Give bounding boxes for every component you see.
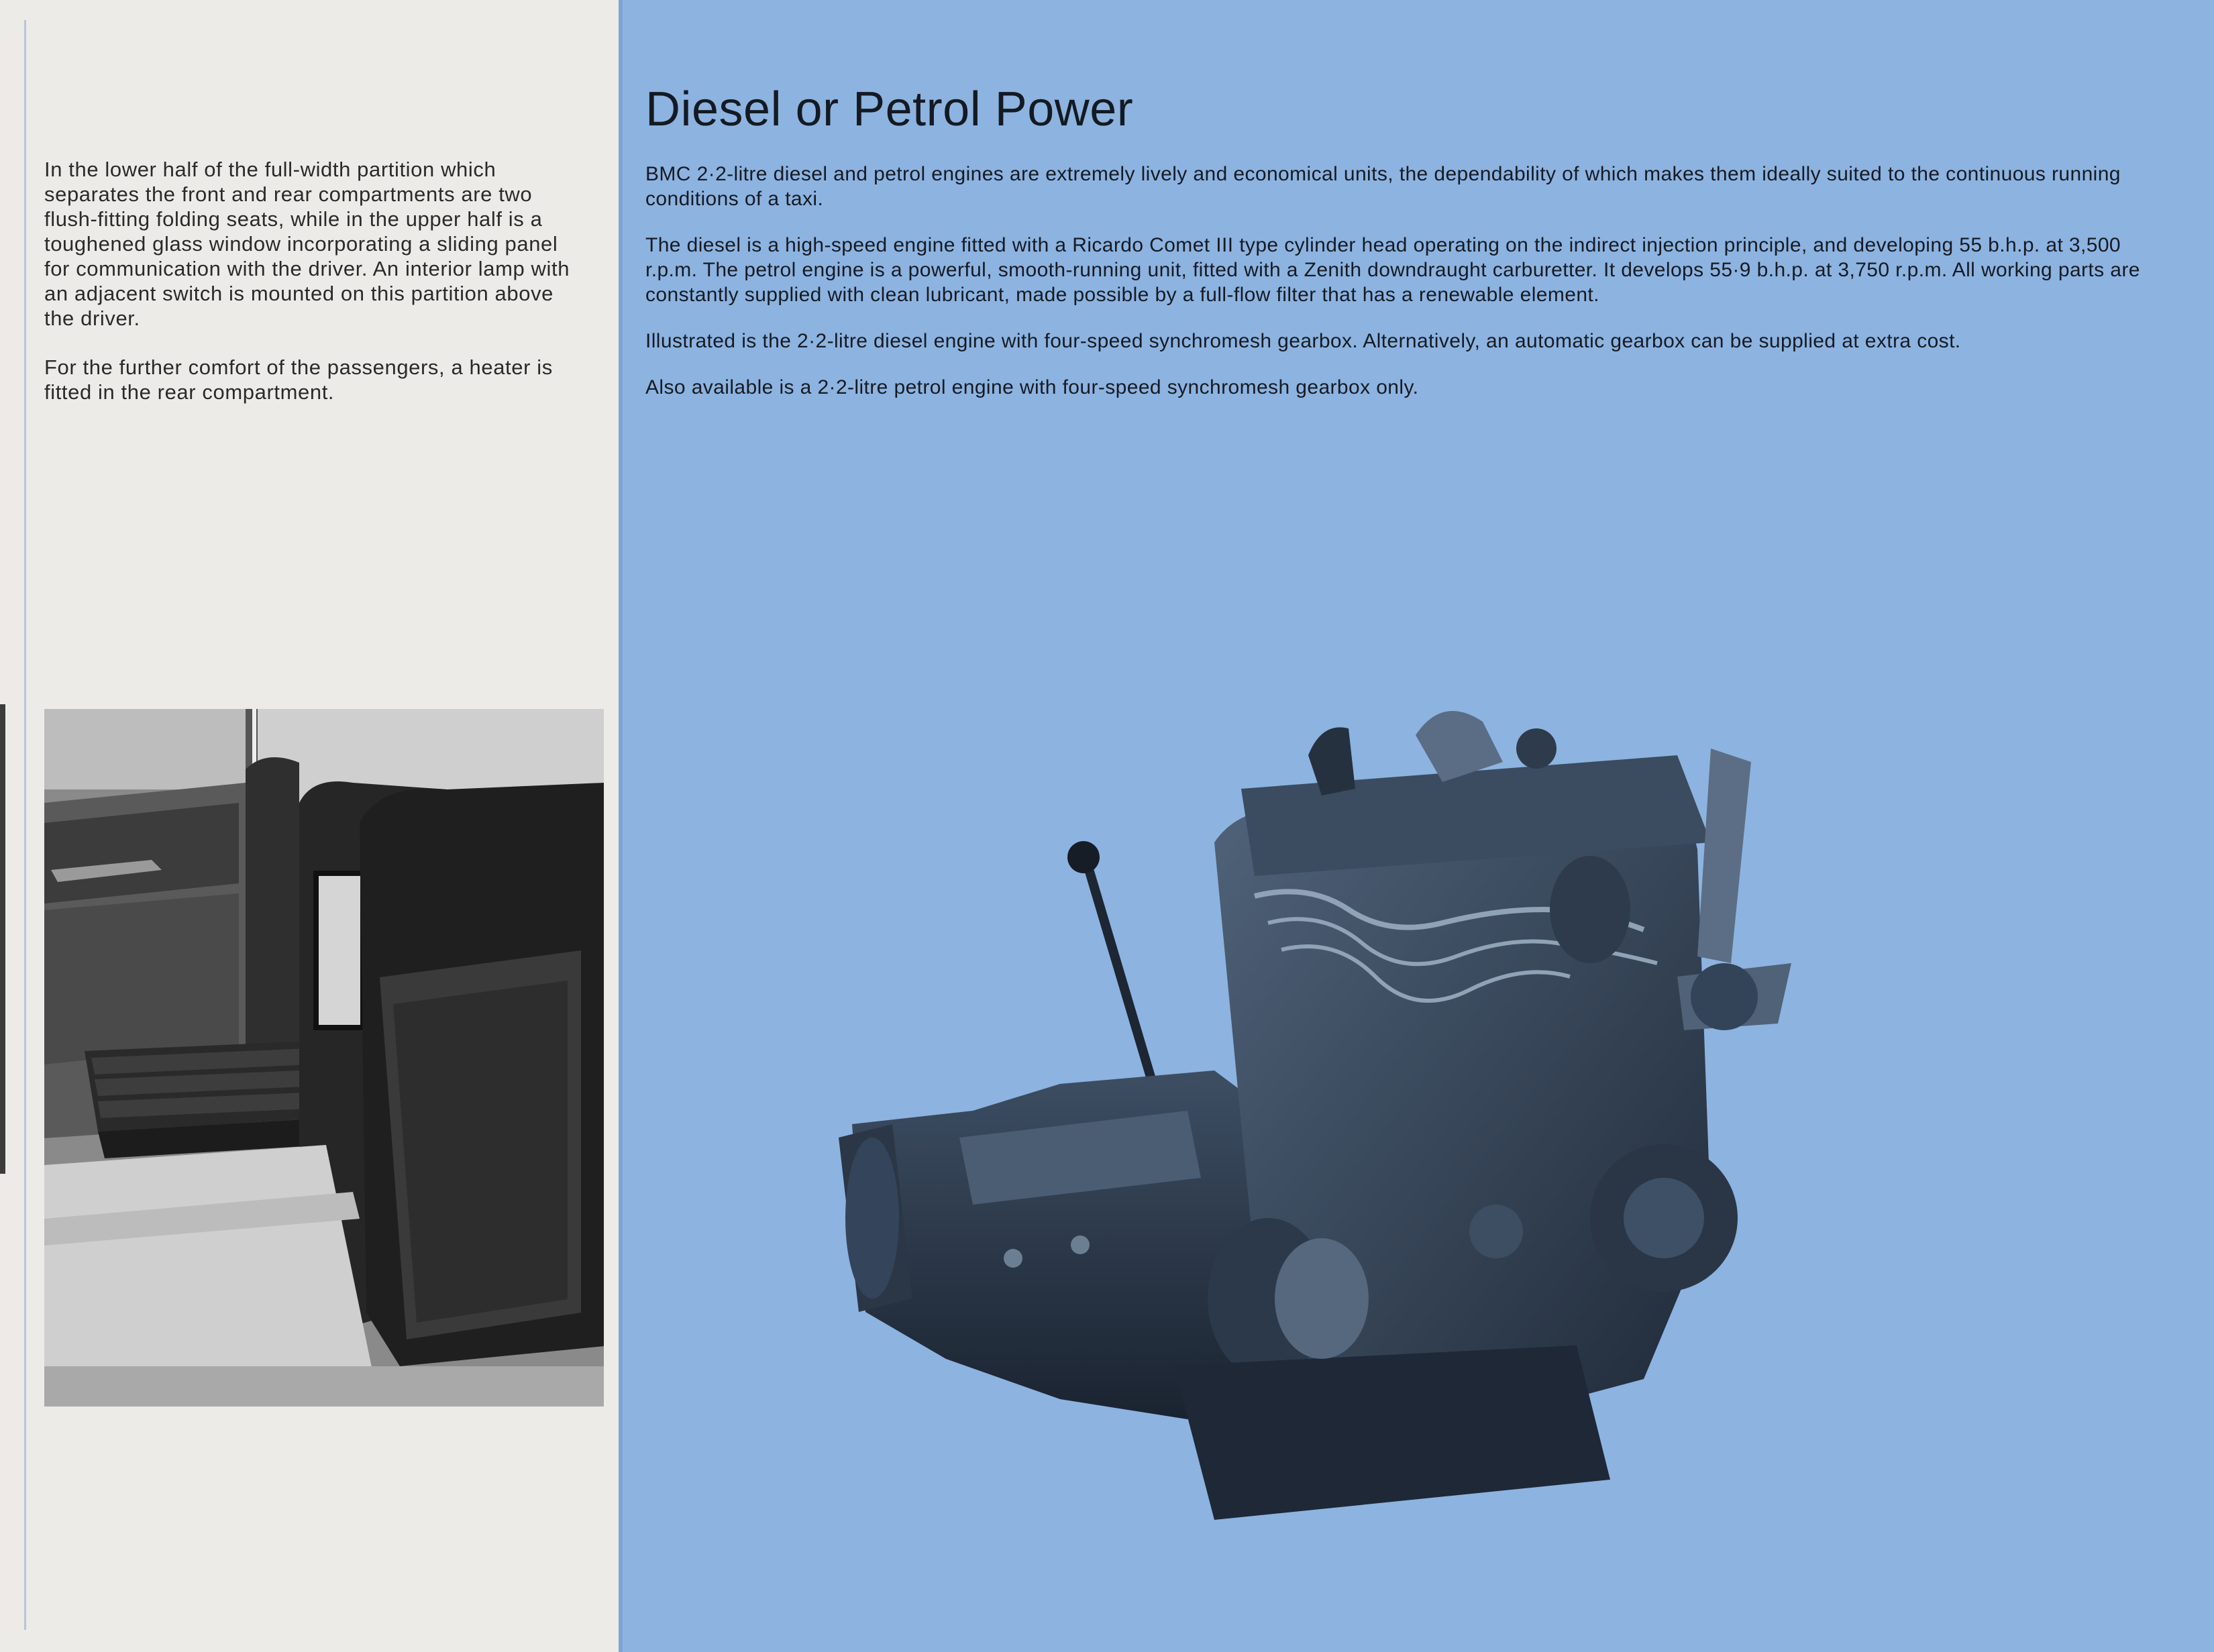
page-edge-shadow	[0, 704, 5, 1174]
page-fold	[619, 0, 623, 1652]
right-text-block	[645, 162, 2148, 421]
right-paragraph-1: BMC 2·2-litre diesel and petrol engines are extremely lively and economical units, the dependability of which makes them ideally suited to the continuous running conditions of a taxi.	[645, 163, 2121, 210]
right-paragraph-2: The diesel is a high-speed engine fitted with a Ricardo Comet III type cylinder head operating on the indirect injection principle, and developing 55 b.h.p. at 3,500 r.p.m. The petrol engine is a powerful, smooth-running unit, fitted with a Zenith downdraught carburetter. It develops 55·9 b.h.p. at 3,750 r.p.m. All working parts are constantly supplied with clean lubricant, made possible by a full-flow filter that has a renewable element.	[645, 234, 2140, 306]
right-page	[619, 0, 2214, 1652]
right-paragraph-3: Illustrated is the 2·2-litre diesel engine with four-speed synchromesh gearbox. Alternatively, an automatic gearbox can be supplied at extra cost.	[645, 330, 1961, 352]
left-paragraph-2: For the further comfort of the passengers, a heater is fitted in the rear compartment.	[44, 355, 553, 404]
left-text-block	[44, 157, 581, 429]
left-page	[0, 0, 619, 1652]
right-paragraph-4: Also available is a 2·2-litre petrol engine with four-speed synchromesh gearbox only.	[645, 376, 1419, 398]
left-paragraph-1: In the lower half of the full-width partition which separates the front and rear compartments are two flush-fitting folding seats, while in the upper half is a toughened glass window incorporating a sliding panel for communication with the driver. An interior lamp with an adjacent switch is mounted on this partition above the driver.	[44, 158, 570, 330]
diesel-engine-illustration	[839, 708, 1979, 1540]
page-edge-line	[24, 20, 26, 1630]
taxi-interior-photo	[44, 709, 604, 1407]
page-title: Diesel or Petrol Power	[645, 82, 1134, 136]
